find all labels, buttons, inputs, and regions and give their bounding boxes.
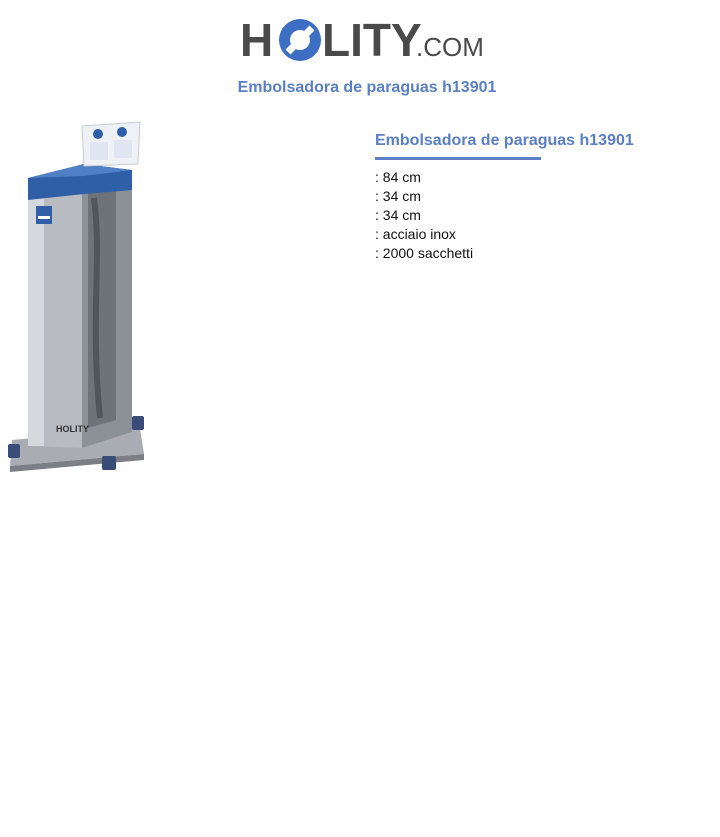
holity-logo[interactable] xyxy=(240,12,485,68)
product-image-brand: HOLITY xyxy=(56,424,89,434)
logo-suffix: .COM xyxy=(416,32,484,62)
product-heading: Embolsadora de paraguas h13901 xyxy=(375,132,634,149)
spec-item: : 34 cm xyxy=(375,207,421,223)
spec-item: : 84 cm xyxy=(375,169,421,185)
heading-underline xyxy=(375,157,541,160)
spec-item: : 34 cm xyxy=(375,188,421,204)
spec-item: : 2000 sacchetti xyxy=(375,245,474,261)
logo-letter-h: H xyxy=(240,14,274,66)
page-title: Embolsadora de paraguas h13901 xyxy=(237,79,497,96)
spec-item: : acciaio inox xyxy=(375,226,456,242)
product-specs-list xyxy=(375,168,473,263)
product-image xyxy=(4,118,150,478)
logo-o-icon xyxy=(279,19,321,61)
logo-letters-lity: LITY xyxy=(322,14,422,66)
